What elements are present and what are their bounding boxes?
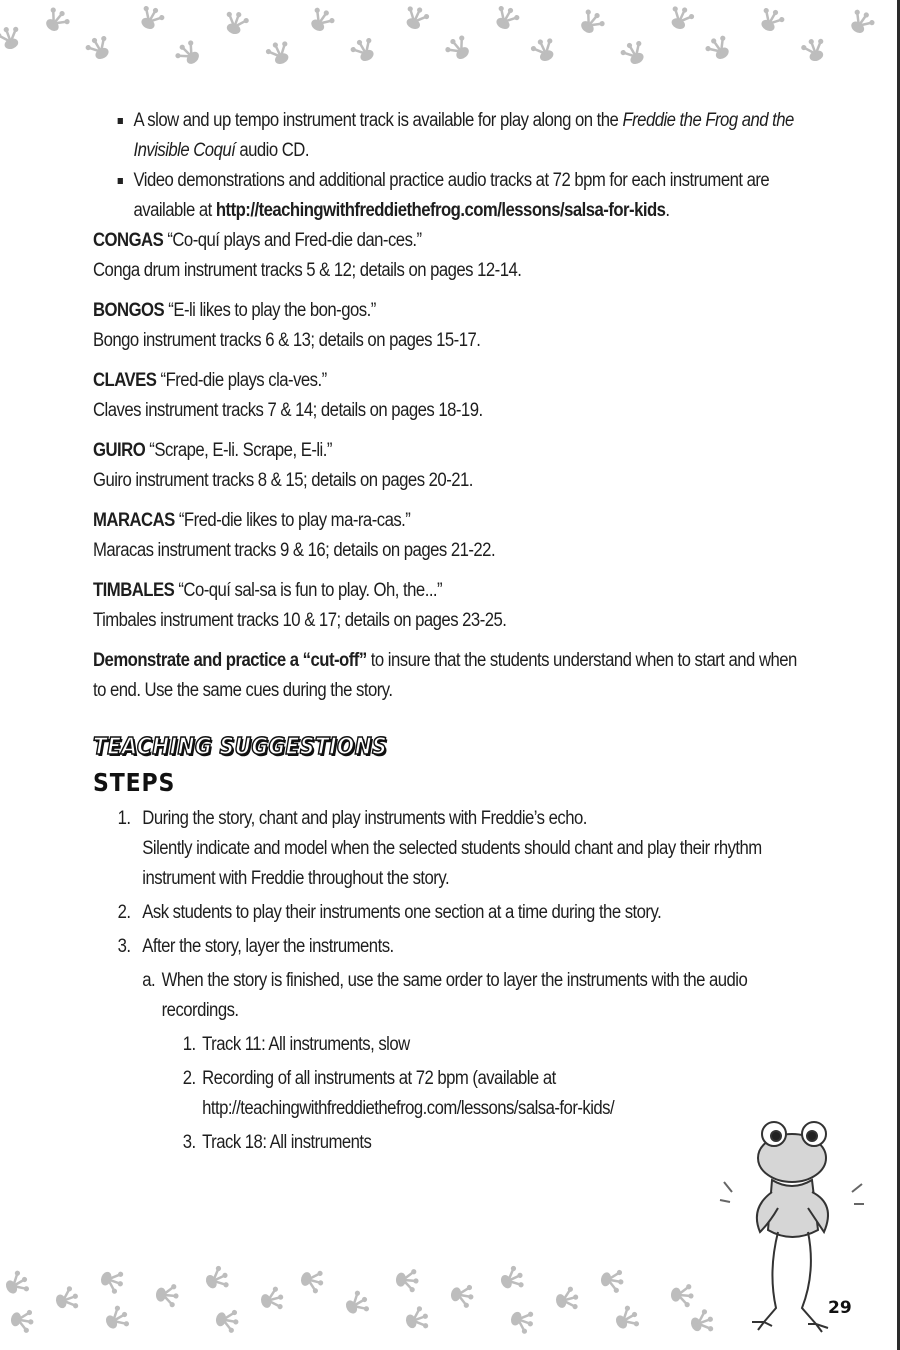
instrument-name: BONGOS [93,300,165,321]
step-3 [93,932,813,1158]
demonstrate-paragraph [93,646,813,706]
step-text: During the story, chant and play instruments with Freddie’s echo. [142,808,587,829]
instrument-detail: Bongo instrument tracks 6 & 13; details on pages 15-17. [93,330,481,351]
page-number: 29 [828,1298,852,1318]
bullet-audio-cd [118,106,813,166]
instrument-chant: “Scrape, E-li. Scrape, E-li.” [149,440,332,461]
instrument-bongos [93,296,813,356]
instrument-chant: “Fred-die likes to play ma-ra-cas.” [178,510,411,531]
track-item-1 [162,1030,813,1060]
track-number: 1. [182,1034,196,1055]
track-number: 3. [182,1132,196,1153]
bullet-text-end: . [665,200,670,221]
instrument-chant: “E-li likes to play the bon-gos.” [168,300,376,321]
step-1 [93,804,813,894]
instrument-claves [93,366,813,426]
lesson-url-link[interactable]: http://teachingwithfreddiethefrog.com/lessons/salsa-for-kids [215,200,666,221]
step-text: After the story, layer the instruments. [142,936,394,957]
step-detail: Silently indicate and model when the selected students should chant and play their rhythm instrument with Freddie throughout the story. [142,838,762,889]
step-text: Ask students to play their instruments one section at a time during the story. [142,902,662,923]
demonstrate-rest: to insure that the students understand when to start and when to end. Use the same cues during the story. [93,650,797,701]
instrument-name: TIMBALES [93,580,175,601]
instrument-name: CONGAS [93,230,164,251]
track-text: Track 18: All instruments [202,1132,372,1153]
track-number: 2. [182,1068,196,1089]
intro-bullets [93,106,813,226]
instrument-guiro [93,436,813,496]
bullet-text: Video demonstrations and additional practice audio tracks at 72 bpm for each instrument are available at [133,170,770,221]
footprint-border-top [0,0,900,90]
instrument-detail: Maracas instrument tracks 9 & 16; details on pages 21-22. [93,540,496,561]
track-text: Track 11: All instruments, slow [202,1034,410,1055]
steps-list [93,804,813,1158]
instrument-maracas [93,506,813,566]
instrument-name: GUIRO [93,440,146,461]
instrument-chant: “Co-quí sal-sa is fun to play. Oh, the...” [178,580,443,601]
cd-title: Freddie the Frog and the Invisible Coquí [133,110,794,161]
instrument-detail: Conga drum instrument tracks 5 & 12; details on pages 12-14. [93,260,522,281]
instrument-name: CLAVES [93,370,157,391]
bullet-text-end: audio CD. [235,140,309,161]
track-text: Recording of all instruments at 72 bpm (available at http://teachingwithfreddiethefrog.com/lessons/salsa-for-kids/ [202,1068,615,1119]
step-2 [93,898,813,928]
step-number: 1. [117,808,131,829]
page-content [93,106,813,1158]
bullet-text: A slow and up tempo instrument track is available for play along on the [133,110,623,131]
instrument-timbales [93,576,813,636]
instrument-detail: Claves instrument tracks 7 & 14; details on pages 18-19. [93,400,483,421]
instrument-detail: Timbales instrument tracks 10 & 17; details on pages 23-25. [93,610,507,631]
instrument-detail: Guiro instrument tracks 8 & 15; details on pages 20-21. [93,470,473,491]
bullet-video [118,166,813,226]
demonstrate-bold: Demonstrate and practice a “cut-off” [93,650,367,671]
substep-letter: a. [142,970,156,991]
instrument-chant: “Co-quí plays and Fred-die dan-ces.” [167,230,422,251]
instrument-congas [93,226,813,286]
substep-text: When the story is finished, use the same order to layer the instruments with the audio recordings. [161,970,748,1021]
step-number: 2. [117,902,131,923]
steps-heading: STEPS [93,768,176,797]
teaching-suggestions-heading: TEACHING SUGGESTIONS [93,734,388,760]
instrument-chant: “Fred-die plays cla-ves.” [160,370,327,391]
step-number: 3. [117,936,131,957]
instrument-name: MARACAS [93,510,175,531]
